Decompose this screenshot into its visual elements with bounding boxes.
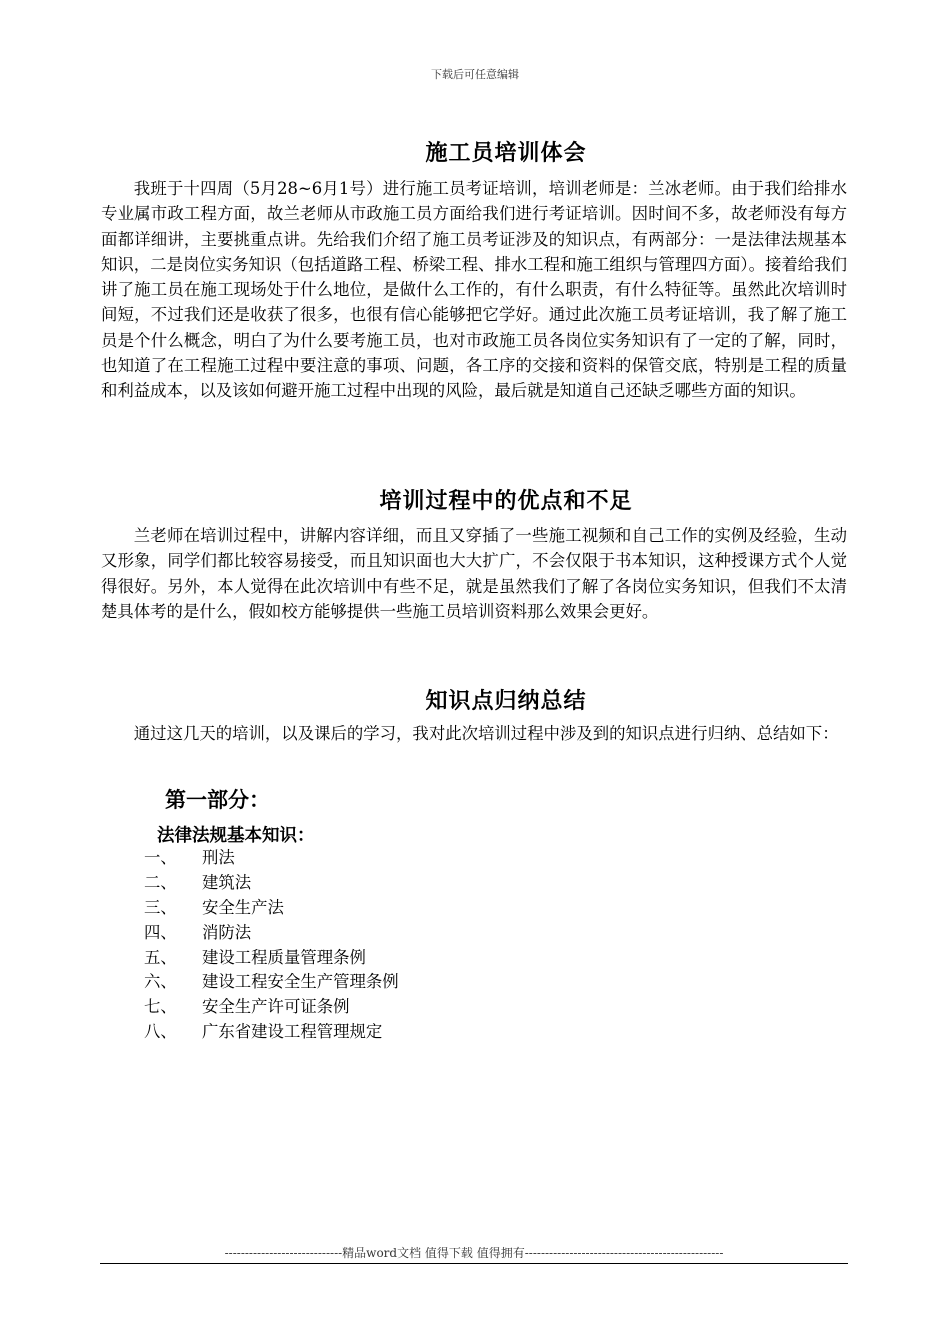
list-item [144, 995, 399, 1020]
paragraph-knowledge-summary: 通过这几天的培训，以及课后的学习，我对此次培训过程中涉及到的知识点进行归纳、总结如下： [133, 724, 839, 743]
list-item [144, 946, 399, 971]
list-item-text: 建筑法 [202, 872, 252, 892]
list-item-text: 建设工程质量管理条例 [202, 947, 366, 967]
list-item-number: 七、 [144, 997, 177, 1017]
laws-list [144, 846, 399, 1045]
list-item-text: 消防法 [202, 922, 252, 942]
list-item [144, 846, 399, 871]
list-item-number: 三、 [144, 897, 177, 917]
list-item [144, 970, 399, 995]
part-one-title: 第一部分： [165, 788, 270, 812]
list-item [144, 1020, 399, 1045]
paragraph-training-experience: 我班于十四周（5月28~6月1号）进行施工员考证培训，培训老师是：兰冰老师。由于我们给排水专业属市政工程方面，故兰老师从市政施工员方面给我们进行考证培训。因时间不多，故老师没有每方面都详细讲，主要挑重点讲。先给我们介绍了施工员考证涉及的知识点，有两部分：一是法律法规基本知识，二是岗位实务知识（包括道路工程、桥梁工程、排水工程和施工组织与管理四方面）。接着给我们讲了施工员在施工现场处于什么地位，是做什么工作的，有什么职责，有什么特征等。虽然此次培训时间短，不过我们还是收获了很多，也很有信心能够把它学好。通过此次施工员考证培训，我了解了施工员是个什么概念，明白了为什么要考施工员，也对市政施工员各岗位实务知识有了一定的了解，同时，也知道了在工程施工过程中要注意的事项、问题，各工序的交接和资料的保管交底，特别是工程的质量和利益成本，以及该如何避开施工过程中出现的风险，最后就是知道自己还缺乏哪些方面的知识。 [101, 179, 847, 401]
section-title-pros-cons: 培训过程中的优点和不足 [379, 489, 633, 514]
list-item-text: 安全生产法 [202, 897, 284, 917]
list-item-number: 二、 [144, 872, 177, 892]
list-item [144, 896, 399, 921]
paragraph-pros-cons: 兰老师在培训过程中，讲解内容详细，而且又穿插了一些施工视频和自己工作的实例及经验，生动又形象，同学们都比较容易接受，而且知识面也大大扩广，不会仅限于书本知识，这种授课方式个人觉得很好。另外，本人觉得在此次培训中有些不足，就是虽然我们了解了各岗位实务知识，但我们不太清楚具体考的是什么，假如校方能够提供一些施工员培训资料那么效果会更好。 [101, 526, 847, 621]
list-item-text: 广东省建设工程管理规定 [202, 1022, 383, 1042]
list-item-number: 八、 [144, 1022, 177, 1042]
list-item-text: 建设工程安全生产管理条例 [202, 972, 399, 992]
list-item-number: 四、 [144, 922, 177, 942]
footer-rule [100, 1263, 848, 1264]
section-title-knowledge-summary: 知识点归纳总结 [425, 689, 587, 714]
section-title-training-experience: 施工员培训体会 [425, 141, 587, 166]
laws-subsection-title: 法律法规基本知识： [157, 826, 315, 846]
list-item [144, 921, 399, 946]
list-item [144, 871, 399, 896]
list-item-text: 安全生产许可证条例 [202, 997, 350, 1017]
list-item-text: 刑法 [202, 848, 235, 867]
list-item-number: 一、 [144, 848, 177, 867]
list-item-number: 六、 [144, 972, 177, 992]
list-item-number: 五、 [144, 947, 177, 967]
page-footer: -----------------------------精品word文档 值得下载 值得拥有------------------------------------------------- [224, 1246, 724, 1260]
page-header: 下载后可任意编辑 [431, 68, 519, 81]
